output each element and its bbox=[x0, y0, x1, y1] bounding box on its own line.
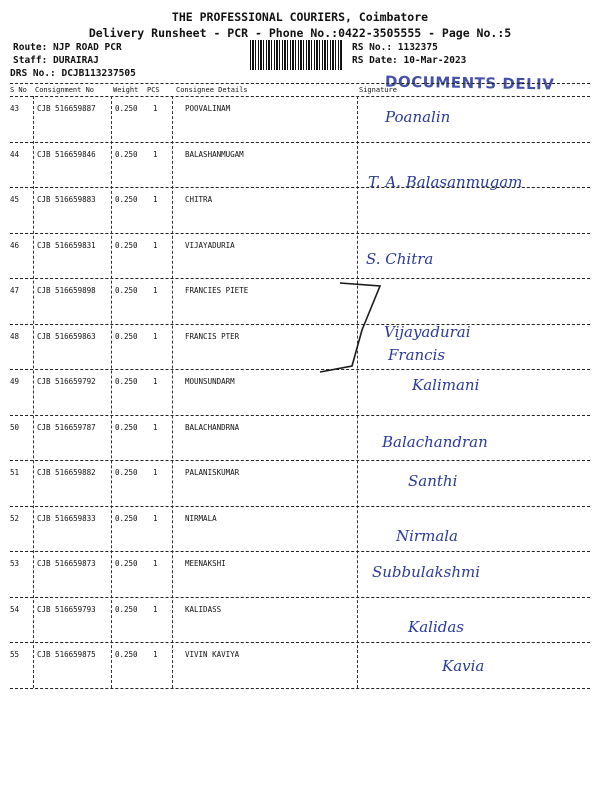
row-weight: 0.250 bbox=[115, 468, 138, 477]
rs-number: RS No.: 1132375 bbox=[352, 42, 438, 53]
row-consignment-no: CJB 516659887 bbox=[37, 104, 96, 113]
row-signature: S. Chitra bbox=[366, 250, 434, 268]
row-consignment-no: CJB 516659873 bbox=[37, 559, 96, 568]
row-pcs: 1 bbox=[153, 468, 158, 477]
row-weight: 0.250 bbox=[115, 104, 138, 113]
row-pcs: 1 bbox=[153, 377, 158, 386]
row-signature: Subbulakshmi bbox=[372, 563, 481, 581]
row-sno: 53 bbox=[10, 559, 20, 568]
runsheet-subtitle: Delivery Runsheet - PCR - Phone No.:0422-3505555 - Page No.:5 bbox=[88, 26, 512, 40]
row-sno: 51 bbox=[10, 468, 20, 477]
row-consignee: VIVIN KAVIYA bbox=[185, 650, 240, 659]
row-consignee: FRANCIES PIETE bbox=[185, 286, 249, 295]
staff-label: Staff: DURAIRAJ bbox=[13, 55, 99, 66]
row-signature: Kalidas bbox=[408, 617, 464, 636]
row-sno: 46 bbox=[10, 240, 20, 250]
row-consignment-no: CJB 516659883 bbox=[37, 195, 96, 204]
row-consignment-no: CJB 516659898 bbox=[37, 286, 96, 295]
company-title: THE PROFESSIONAL COURIERS, Coimbatore bbox=[171, 10, 429, 24]
row-signature: Nirmala bbox=[396, 526, 458, 545]
row-sno: 55 bbox=[10, 650, 20, 659]
row-sno: 50 bbox=[10, 422, 20, 432]
row-pcs: 1 bbox=[153, 604, 158, 614]
row-signature: Kavia bbox=[442, 657, 485, 675]
row-signature: Vijayadurai bbox=[384, 322, 471, 341]
row-consignee: KALIDASS bbox=[185, 604, 222, 614]
row-consignment-no: CJB 516659831 bbox=[37, 240, 96, 250]
row-consignment-no: CJB 516659875 bbox=[37, 650, 96, 659]
row-signature: Kalimani bbox=[412, 376, 480, 395]
row-consignment-no: CJB 516659882 bbox=[37, 468, 96, 477]
row-signature: Francis bbox=[388, 346, 446, 365]
row-consignee: VIJAYADURIA bbox=[185, 240, 235, 250]
row-weight: 0.250 bbox=[115, 513, 138, 523]
row-consignee: BALACHANDRNA bbox=[185, 422, 240, 432]
row-pcs: 1 bbox=[153, 422, 158, 432]
row-pcs: 1 bbox=[153, 286, 158, 295]
col-pcs: PCS bbox=[147, 86, 160, 94]
drs-number: DRS No.: DCJB113237505 bbox=[10, 68, 136, 79]
row-weight: 0.250 bbox=[115, 240, 138, 250]
row-weight: 0.250 bbox=[115, 286, 138, 295]
col-weight: Weight bbox=[113, 86, 139, 94]
row-signature: Balachandran bbox=[382, 432, 488, 451]
rs-date: RS Date: 10-Mar-2023 bbox=[352, 55, 467, 66]
row-consignment-no: CJB 516659846 bbox=[37, 149, 96, 159]
row-signature: T. A. Balasanmugam bbox=[368, 172, 523, 191]
row-consignee: BALASHANMUGAM bbox=[185, 149, 244, 159]
row-consignee: MOUNSUNDARM bbox=[185, 377, 235, 386]
row-sno: 48 bbox=[10, 331, 20, 341]
row-sno: 44 bbox=[10, 149, 20, 159]
row-pcs: 1 bbox=[153, 240, 158, 250]
col-consignee: Consignee Details bbox=[176, 86, 248, 94]
row-consignment-no: CJB 516659863 bbox=[37, 331, 96, 341]
row-consignee: PALANISKUMAR bbox=[185, 468, 240, 477]
col-consignment: Consignment No bbox=[35, 86, 95, 94]
row-consignee: CHITRA bbox=[185, 195, 213, 204]
route-label: Route: NJP ROAD PCR bbox=[13, 42, 122, 53]
row-weight: 0.250 bbox=[115, 604, 138, 614]
row-pcs: 1 bbox=[153, 559, 158, 568]
row-consignment-no: CJB 516659793 bbox=[37, 604, 96, 614]
row-weight: 0.250 bbox=[115, 331, 138, 341]
row-pcs: 1 bbox=[153, 149, 158, 159]
row-sno: 52 bbox=[10, 513, 20, 523]
row-signature: Poanalin bbox=[385, 108, 451, 126]
row-consignee: MEENAKSHI bbox=[185, 559, 226, 568]
row-consignee: FRANCIS PTER bbox=[185, 331, 240, 341]
row-pcs: 1 bbox=[153, 104, 158, 113]
row-weight: 0.250 bbox=[115, 195, 138, 204]
row-sno: 45 bbox=[10, 195, 20, 204]
row-pcs: 1 bbox=[153, 650, 158, 659]
row-pcs: 1 bbox=[153, 331, 158, 341]
row-pcs: 1 bbox=[153, 195, 158, 204]
row-weight: 0.250 bbox=[115, 377, 138, 386]
row-sno: 54 bbox=[10, 604, 20, 614]
row-consignee: NIRMALA bbox=[185, 513, 217, 523]
row-consignment-no: CJB 516659792 bbox=[37, 377, 96, 386]
row-consignment-no: CJB 516659787 bbox=[37, 422, 96, 432]
col-sno: S No bbox=[10, 86, 27, 94]
row-sno: 47 bbox=[10, 286, 20, 295]
row-sno: 43 bbox=[10, 104, 20, 113]
col-signature: Signature bbox=[359, 86, 397, 94]
row-weight: 0.250 bbox=[115, 422, 138, 432]
documents-delivered-stamp: DOCUMENTS DELIV bbox=[384, 72, 555, 94]
row-consignee: POOVALINAM bbox=[185, 104, 231, 113]
row-weight: 0.250 bbox=[115, 650, 138, 659]
row-signature: Santhi bbox=[408, 472, 458, 490]
row-sno: 49 bbox=[10, 377, 20, 386]
row-consignment-no: CJB 516659833 bbox=[37, 513, 96, 523]
row-pcs: 1 bbox=[153, 513, 158, 523]
row-weight: 0.250 bbox=[115, 149, 138, 159]
row-weight: 0.250 bbox=[115, 559, 138, 568]
